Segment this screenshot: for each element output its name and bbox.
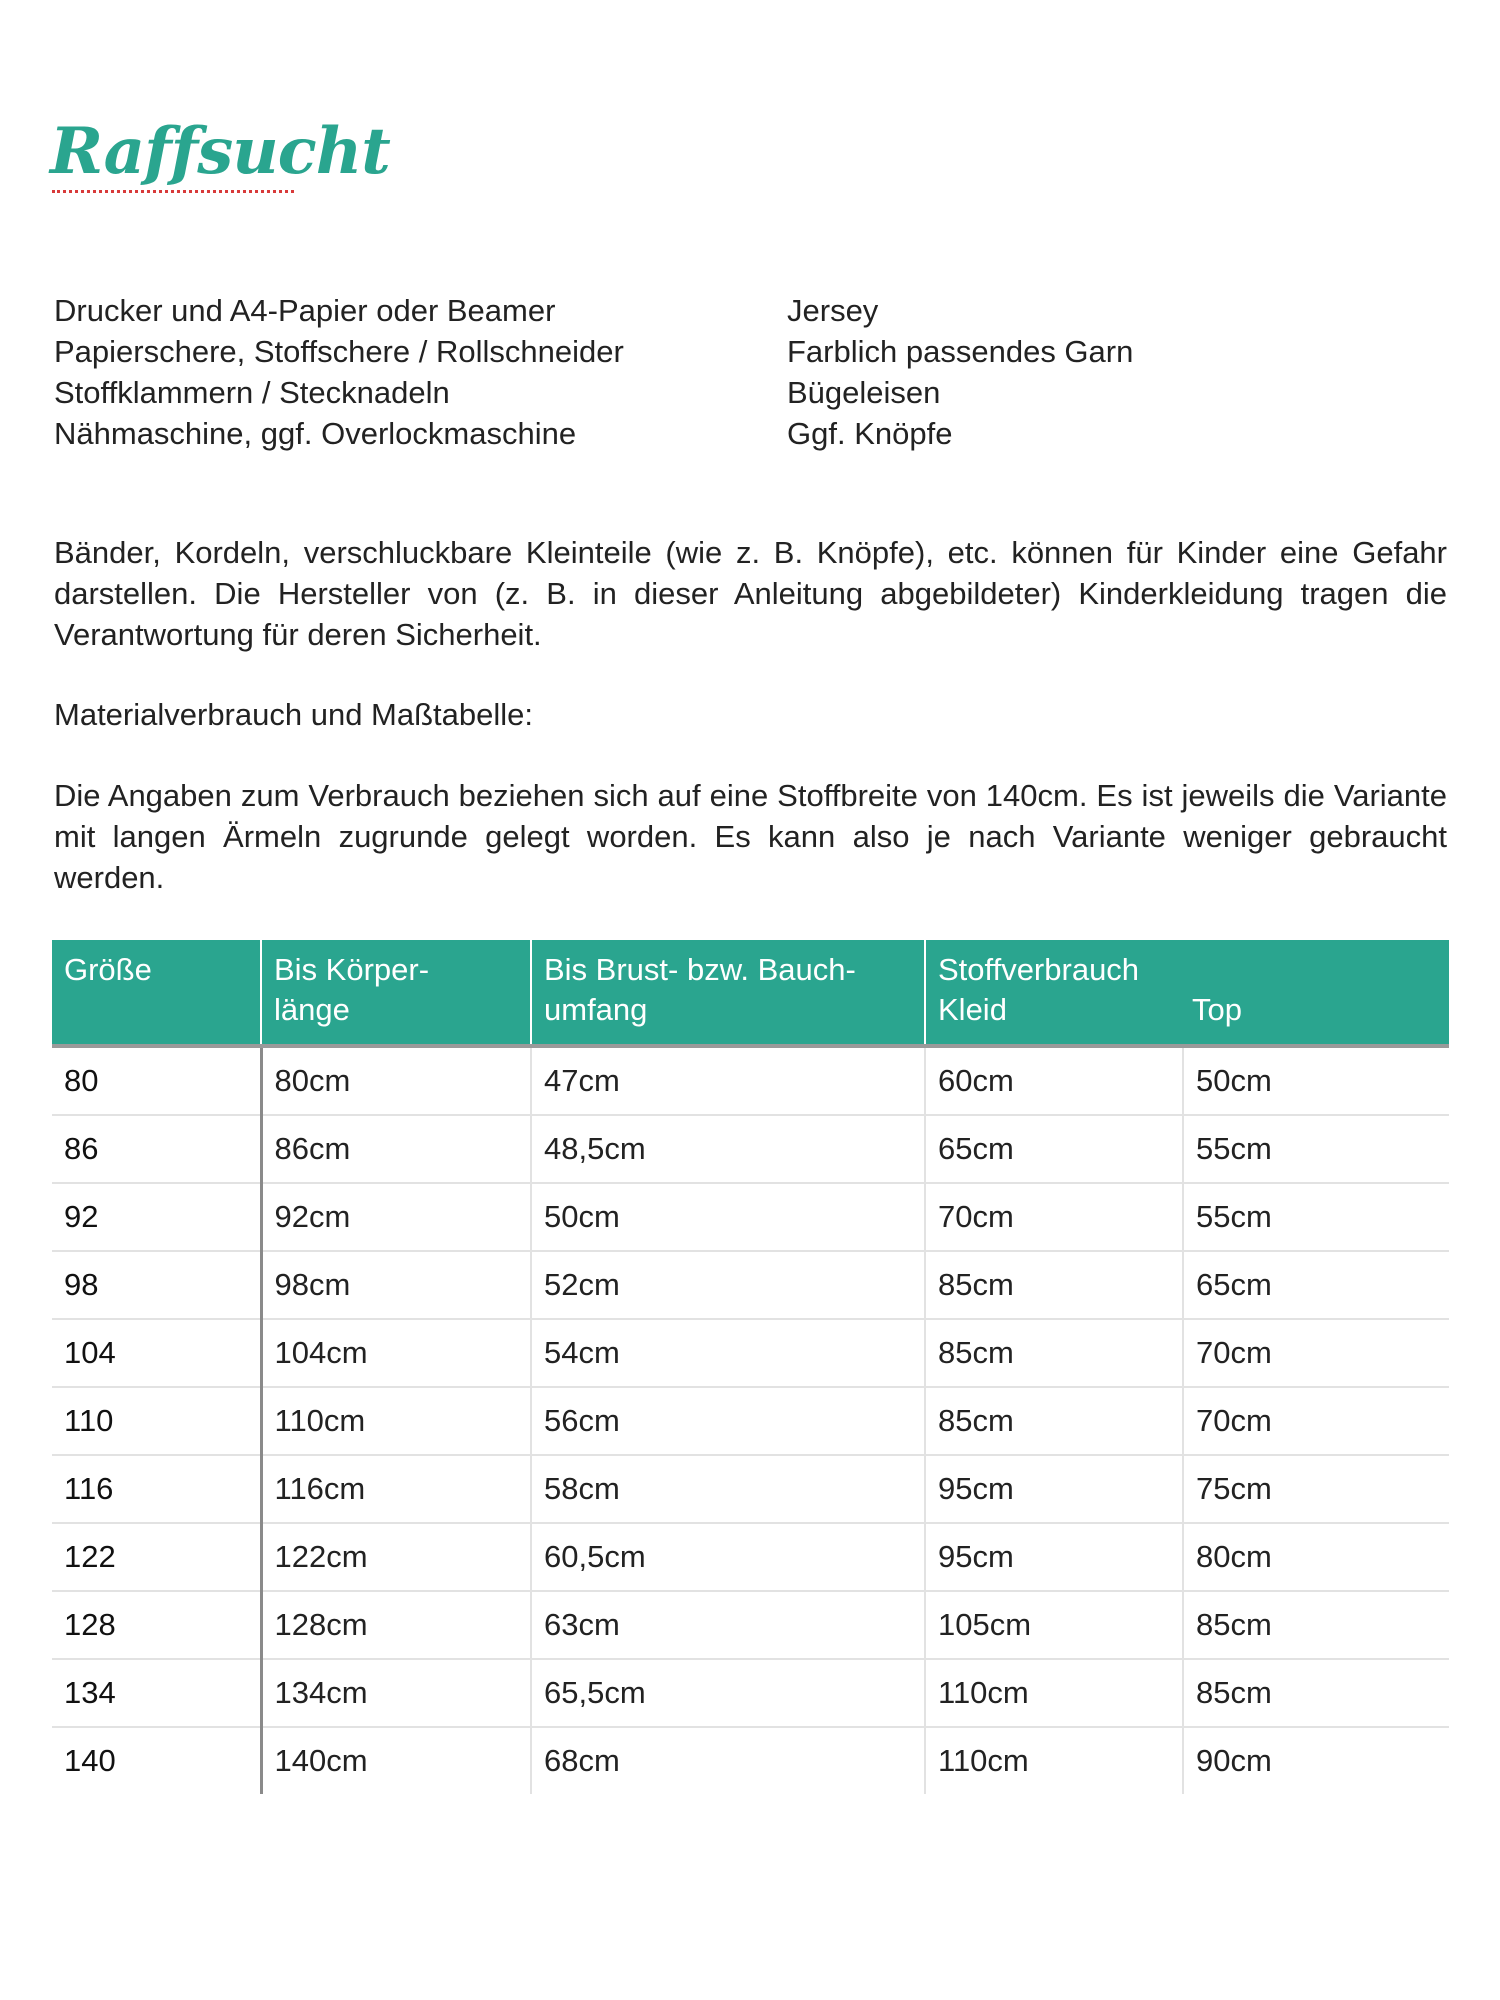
cell-top: 80cm: [1183, 1523, 1449, 1591]
header-dress: Kleid: [938, 992, 1007, 1027]
cell-chest: 68cm: [531, 1727, 925, 1794]
cell-body-length: 122cm: [261, 1523, 531, 1591]
logo-underline: [52, 190, 294, 193]
table-row: [52, 1115, 1449, 1183]
materials-item: Jersey: [787, 293, 879, 328]
cell-chest: 52cm: [531, 1251, 925, 1319]
table-row: [52, 1387, 1449, 1455]
materials-item: Farblich passendes Garn: [787, 334, 1134, 369]
table-row: [52, 1251, 1449, 1319]
cell-dress: 85cm: [925, 1251, 1183, 1319]
cell-dress: 85cm: [925, 1387, 1183, 1455]
cell-top: 55cm: [1183, 1115, 1449, 1183]
cell-chest: 47cm: [531, 1046, 925, 1115]
cell-size: 116: [52, 1455, 261, 1523]
cell-top: 90cm: [1183, 1727, 1449, 1794]
cell-top: 50cm: [1183, 1046, 1449, 1115]
cell-top: 65cm: [1183, 1251, 1449, 1319]
cell-chest: 60,5cm: [531, 1523, 925, 1591]
materials-item: Stoffklammern / Stecknadeln: [54, 375, 450, 410]
table-row: [52, 1523, 1449, 1591]
cell-size: 92: [52, 1183, 261, 1251]
size-table-header: [52, 940, 1449, 1046]
cell-size: 104: [52, 1319, 261, 1387]
header-top: Top: [1192, 992, 1242, 1027]
cell-size: 80: [52, 1046, 261, 1115]
cell-dress: 110cm: [925, 1659, 1183, 1727]
header-size-label: Größe: [64, 952, 152, 987]
table-row: [52, 1659, 1449, 1727]
cell-body-length: 116cm: [261, 1455, 531, 1523]
cell-body-length: 110cm: [261, 1387, 531, 1455]
brand-logo: Raffsucht: [50, 114, 390, 189]
usage-note: Die Angaben zum Verbrauch beziehen sich auf eine Stoffbreite von 140cm. Es ist jeweils die Variante mit langen Ärmeln zugrunde gelegt worden. Es kann also je nach Variante weniger gebraucht werden.: [54, 778, 1447, 895]
cell-body-length: 140cm: [261, 1727, 531, 1794]
cell-top: 55cm: [1183, 1183, 1449, 1251]
table-row: [52, 1591, 1449, 1659]
cell-chest: 65,5cm: [531, 1659, 925, 1727]
cell-chest: 56cm: [531, 1387, 925, 1455]
header-chest-line2: umfang: [544, 992, 648, 1027]
header-body-length-line1: Bis Körper-: [274, 952, 430, 987]
cell-top: 70cm: [1183, 1319, 1449, 1387]
cell-dress: 85cm: [925, 1319, 1183, 1387]
size-table-body: [52, 1046, 1449, 1794]
cell-dress: 65cm: [925, 1115, 1183, 1183]
materials-item: Nähmaschine, ggf. Overlockmaschine: [54, 416, 577, 451]
cell-body-length: 104cm: [261, 1319, 531, 1387]
cell-dress: 95cm: [925, 1523, 1183, 1591]
cell-top: 75cm: [1183, 1455, 1449, 1523]
cell-chest: 63cm: [531, 1591, 925, 1659]
safety-warning: Bänder, Kordeln, verschluckbare Kleinteile (wie z. B. Knöpfe), etc. können für Kinder eine Gefahr darstellen. Die Hersteller von (z. B. in dieser Anleitung abgebildeter) Kinderkleidung tragen die Verantwortung für deren Sicherheit.: [54, 535, 1447, 652]
cell-chest: 48,5cm: [531, 1115, 925, 1183]
cell-body-length: 86cm: [261, 1115, 531, 1183]
cell-top: 70cm: [1183, 1387, 1449, 1455]
table-row: [52, 1455, 1449, 1523]
cell-size: 128: [52, 1591, 261, 1659]
table-row: [52, 1319, 1449, 1387]
cell-body-length: 92cm: [261, 1183, 531, 1251]
cell-size: 122: [52, 1523, 261, 1591]
header-body-length: [261, 940, 531, 1046]
cell-size: 110: [52, 1387, 261, 1455]
header-fabric-usage: [925, 940, 1449, 1046]
cell-dress: 105cm: [925, 1591, 1183, 1659]
cell-chest: 58cm: [531, 1455, 925, 1523]
materials-item: Bügeleisen: [787, 375, 941, 410]
cell-body-length: 98cm: [261, 1251, 531, 1319]
header-body-length-line2: länge: [274, 992, 350, 1027]
materials-item: Papierschere, Stoffschere / Rollschneider: [54, 334, 624, 369]
cell-size: 86: [52, 1115, 261, 1183]
cell-dress: 60cm: [925, 1046, 1183, 1115]
header-chest-line1: Bis Brust- bzw. Bauch-: [544, 952, 856, 987]
header-fabric-label: Stoffverbrauch: [938, 952, 1140, 987]
cell-size: 140: [64, 1743, 116, 1778]
table-heading: Materialverbrauch und Maßtabelle:: [54, 697, 534, 732]
materials-fabric-column: [787, 290, 1133, 454]
cell-top: 85cm: [1183, 1659, 1449, 1727]
table-row: [52, 1183, 1449, 1251]
table-row: [52, 1046, 1449, 1115]
materials-tools-column: [54, 290, 624, 454]
size-table: [52, 940, 1449, 1794]
cell-body-length: 128cm: [261, 1591, 531, 1659]
materials-item: Ggf. Knöpfe: [787, 416, 953, 451]
cell-body-length: 80cm: [261, 1046, 531, 1115]
cell-size: 98: [52, 1251, 261, 1319]
cell-body-length: 134cm: [261, 1659, 531, 1727]
cell-chest: 50cm: [531, 1183, 925, 1251]
header-chest: [531, 940, 925, 1046]
cell-size: 134: [52, 1659, 261, 1727]
table-row: [52, 1727, 1449, 1794]
materials-item: Drucker und A4-Papier oder Beamer: [54, 293, 556, 328]
cell-dress: 70cm: [925, 1183, 1183, 1251]
cell-dress: 95cm: [925, 1455, 1183, 1523]
cell-dress: 110cm: [925, 1727, 1183, 1794]
cell-chest: 54cm: [531, 1319, 925, 1387]
cell-top: 85cm: [1183, 1591, 1449, 1659]
header-size: [52, 940, 261, 1046]
